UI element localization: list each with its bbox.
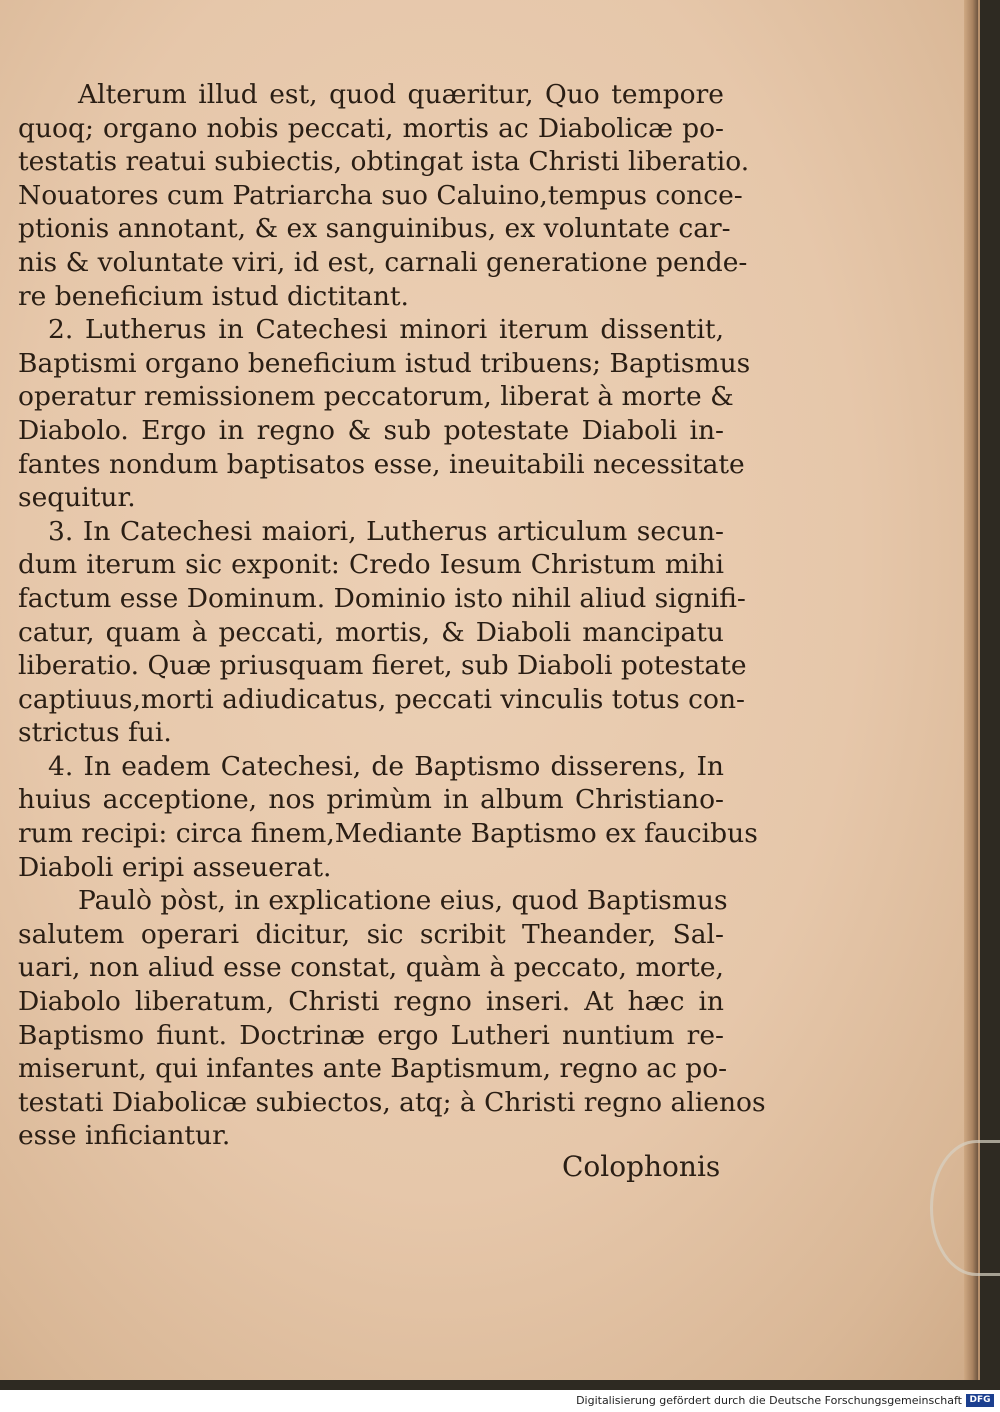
page-text	[18, 78, 766, 1153]
text-line: Alterum illud est, quod quæritur, Quo tempore	[78, 79, 724, 110]
dfg-logo: DFG	[966, 1394, 994, 1407]
text-line: strictus fui.	[18, 717, 172, 749]
text-line: 4. In eadem Catechesi, de Baptismo disserens, In	[48, 750, 724, 782]
text-line: 2. Lutherus in Catechesi minori iterum dissentit,	[48, 314, 724, 346]
text-line: Baptismi organo beneficium istud tribuens; Baptismus	[18, 347, 751, 379]
text-line: liberatio. Quæ priusquam fieret, sub Diaboli potestate	[18, 650, 747, 682]
text-line: Diabolo liberatum, Christi regno inseri. At hæc in	[18, 986, 724, 1018]
text-line: salutem operari dicitur, sic scribit Theander, Sal-	[18, 918, 724, 950]
text-line: captiuus,morti adiudicatus, peccati vinculis totus con-	[18, 683, 745, 715]
text-line: Diaboli eripi asseuerat.	[18, 851, 332, 883]
footer-bar	[0, 1390, 1000, 1412]
text-line: miserunt, qui infantes ante Baptismum, regno ac po-	[18, 1053, 728, 1085]
text-line: testatis reatui subiectis, obtingat ista Christi liberatio.	[18, 146, 750, 178]
text-line: testati Diabolicæ subiectos, atq; à Christi regno alienos	[18, 1086, 766, 1118]
text-line: Paulò pòst, in explicatione eius, quod Baptismus	[78, 885, 728, 917]
text-line: rum recipi: circa finem,Mediante Baptismo ex faucibus	[18, 818, 758, 850]
text-line: 3. In Catechesi maiori, Lutherus articulum secun-	[48, 515, 724, 547]
text-line: huius acceptione, nos primùm in album Christiano-	[18, 784, 724, 816]
text-line: catur, quam à peccati, mortis, & Diaboli mancipatu	[18, 616, 724, 648]
text-line: uari, non aliud esse constat, quàm à peccato, morte,	[18, 952, 724, 984]
text-line: dum iterum sic exponit: Credo Iesum Christum mihi	[18, 549, 724, 581]
text-line: fantes nondum baptisatos esse, ineuitabili necessitate	[18, 448, 745, 480]
text-line: nis & voluntate viri, id est, carnali generatione pende-	[18, 246, 748, 278]
text-line: Baptismo fiunt. Doctrinæ ergo Lutheri nuntium re-	[18, 1019, 724, 1051]
catchword: Colophonis	[562, 1150, 721, 1183]
footer-credit: Digitalisierung gefördert durch die Deutsche Forschungsgemeinschaft	[576, 1394, 962, 1407]
text-line: quoq; organo nobis peccati, mortis ac Diabolicæ po-	[18, 112, 724, 144]
text-line: Diabolo. Ergo in regno & sub potestate Diaboli in-	[18, 414, 724, 446]
text-line: Nouatores cum Patriarcha suo Caluino,tempus conce-	[18, 179, 743, 211]
text-line: factum esse Dominum. Dominio isto nihil aliud signifi-	[18, 582, 746, 614]
text-line: sequitur.	[18, 482, 136, 514]
text-line: esse inficiantur.	[18, 1120, 231, 1152]
text-line: operatur remissionem peccatorum, liberat à morte &	[18, 381, 734, 413]
text-line: re beneficium istud dictitant.	[18, 280, 409, 312]
text-line: ptionis annotant, & ex sanguinibus, ex voluntate car-	[18, 213, 731, 245]
